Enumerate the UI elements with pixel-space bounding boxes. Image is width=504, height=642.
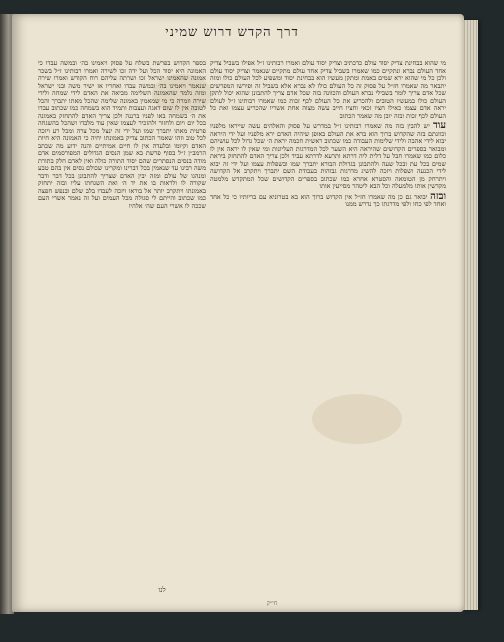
lead-word-2: ובזה: [430, 190, 446, 202]
signature-mark: חי״ק: [266, 600, 278, 607]
right-para-1: מי שהוא בבחינת צדיק יסוד עולם כדכתיב וצדיק יסוד עולם ואמרו רבותינו ז״ל אפילו בשביל צדיק אחד העולם נברא ונתקיים כמו שאמרו בשביל צדיק אחד עולם מתקיים שנאמר וצדיק יסוד עולם ולכן כל מי שהוא ירא שמים באמת ומתקן מעשיו הוא בבחינת יסוד ומשפיע לכל העולם כולו ומזה יתבאר מה שאמרו חז״ל על פסוק זה כל העולם כולו לא נברא אלא בשביל זה ופירשו המפרשים שכל אדם צריך לומר בשבילי נברא העולם והכוונה בזה שכל אדם צריך להתבונן שהוא יכול לתקן העולם כולו במעשיו הטובים ולהכריע את כל העולם לכף זכות כמו שאמרו רבותינו ז״ל לעולם יראה אדם עצמו כאילו חציו זכאי וחציו חייב עשה מצוה אחת אשריו שהכריע עצמו ואת כל העולם לכף זכות ובזה יובן מה שאמר הכתוב: [210, 60, 446, 120]
book-page: [12, 14, 464, 612]
running-head: דרך הקדש דרוש שמיני: [165, 25, 299, 40]
left-text-column: [38, 60, 206, 580]
right-para-2-text: יש להבין בזה מה שאמרו רבותינו ז״ל במדרש על פסוק והאלהים עשה שייראו מלפניו וכוונתם בזה שהקדוש ברוך הוא ברא את העולם באופן שיהיה האדם ירא מלפניו ועל ידי היראה יבוא לידי אהבה ולידי שלימות העבודה כמו שכתוב ראשית חכמה יראת ה׳ שכל גדול לכל עושיהם ומבואר בספרים הקדושים שהיראה היא השער לכל המדרגות העליונות ומי שאין לו יראה אין לו כלום כמו שאמרו חבל על דלית ליה דרתא ותרעא לדרתא עביד ולכן צריך האדם להתחזק ביראת שמים בכל עת ובכל שעה ולהתבונן בגדולת הבורא יתברך שמו ובשפלות עצמו ועל ידי זה יבוא לידי הכנעה ושפלות ויזכה להשיג מדרגות גבוהות בעבודת השם יתברך ויתקרב אל הקדושה ויתרחק מן הטומאה והסטרא אחרא כמו שכתוב בספרים הקדושים שכל המתקדש מלמטה מקדשין אותו מלמעלה וכל הבא ליטהר מסייעין אותו: [210, 122, 446, 190]
right-para-2: [210, 122, 446, 191]
catchword: לנו: [158, 586, 166, 594]
right-text-column: [210, 60, 446, 580]
right-para-3-text: יבואר גם כן מה שאמרו חז״ל אין הקדוש ברוך הוא בא בטרוניא עם בריותיו כי כל אחד ואחד לפי כחו ולפי מדרגתו כך נדרש ממנו: [210, 192, 446, 208]
lead-word: עוד: [432, 120, 446, 131]
left-para-1: בספר הקדוש בפרשת בשלח על פסוק ויאמינו בה׳ ובמשה עבדו כי האמונה היא יסוד הכל ועל ידה זכו לשירה ואמרו רבותינו ז״ל בשכר אמונה שהאמינו ישראל זכו ושרתה עליהם רוח הקודש ואמרו שירה שנאמר ויאמינו בה׳ ובמשה עבדו ואחריו אז ישיר משה ובני ישראל ומזה נלמד שהאמונה השלימה מביאה את האדם לידי שמחה ולידי שירה וזמרה כי מי שמאמין באמונה שלימה שהכל מאתו יתברך והכל לטובה אין לו שום דאגה ועצבות ותמיד הוא בשמחה כמו שכתוב עבדו את ה׳ בשמחה באו לפניו ברננה ולכן צריך האדם להתחזק באמונה בכל יום ויום ולחזור ולהזכיר לעצמו שאין עוד מלבדו ושהכל בהשגחה פרטית מאתו יתברך שמו ועל ידי זה ינצל מכל צרה ומכל רע ויזכה לכל טוב וזהו שאמר הכתוב צדיק באמונתו יחיה כי האמונה היא חיות האדם וקיומו ובלעדה אין לו חיים אמיתיים והנה ידוע מה שכתב הרמב״ן ז״ל בסוף פרשת בא שמן הנסים הגדולים המפורסמים אדם מודה בנסים הנסתרים שהם יסוד התורה כולה ואין לאדם חלק בתורת משה רבינו עד שנאמין בכל דברינו ומקרינו שכולם נסים אין בהם טבע ומנהגו של עולם ומזה יבין האדם שצריך להתבונן בכל דבר ודבר שקורה לו ולראות בו את יד ה׳ ואת השגחתו עליו ובזה יתחזק באמונתו ויתקרב יותר אל בוראו ויזכה לעבדו בלב שלם ובנפש חפצה כמו שכתוב והייתם לי סגולה מכל העמים ועל זה נאמר אשרי העם שככה לו אשרי העם שה׳ אלהיו: [38, 60, 206, 210]
right-para-3: [210, 190, 446, 209]
page-edges: [462, 20, 478, 610]
